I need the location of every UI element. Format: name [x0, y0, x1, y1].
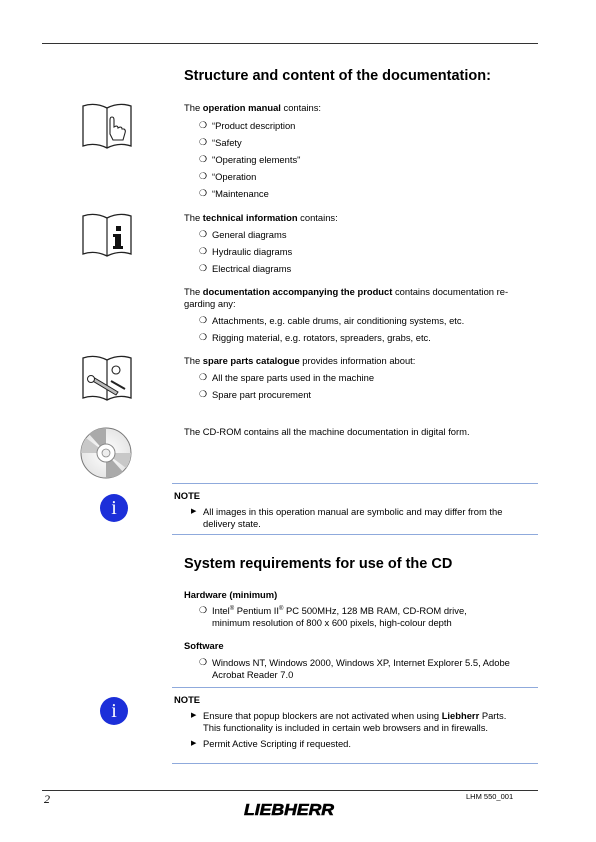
spare-parts-list [184, 372, 544, 406]
software-heading: Software [184, 640, 224, 651]
list-item: ❍ General diagrams [199, 229, 287, 240]
list-item: ❍ “Safety [199, 137, 242, 148]
technical-information-icon [80, 210, 134, 258]
list-item: ❍ Intel® Pentium II® PC 500MHz, 128 MB RAM, CD-ROM drive, minimum resolution of 800 x 600 pixels, high-colour depth [199, 605, 467, 628]
list-item: ❍ “Operation [199, 171, 257, 182]
accompanying-documentation-list [184, 315, 544, 349]
cd-rom-description: The CD-ROM contains all the machine documentation in digital form. [184, 426, 470, 437]
list-item: ❍ "Operating elements" [199, 154, 301, 165]
list-item: ❍ Spare part procurement [199, 389, 312, 400]
svg-text:LIEBHERR: LIEBHERR [244, 802, 335, 818]
header-rule [42, 43, 538, 44]
technical-information-list [184, 229, 544, 280]
hardware-heading: Hardware (minimum) [184, 589, 278, 600]
spare-parts-icon [80, 352, 134, 402]
cd-rom-icon [79, 426, 133, 480]
note-item: ▶ Ensure that popup blockers are not activated when using Liebherr Parts. This functionality is included in certain web browsers and in firewalls. [191, 710, 507, 733]
list-item: ❍ Electrical diagrams [199, 263, 292, 274]
list-item: ❍ Windows NT, Windows 2000, Windows XP, Internet Explorer 5.5, Adobe Acrobat Reader 7.0 [199, 657, 510, 680]
liebherr-logo [243, 800, 335, 818]
footer-rule [42, 790, 538, 791]
operation-manual-intro: The operation manual contains: [184, 102, 322, 113]
note-list [175, 506, 535, 534]
technical-information-intro: The technical information contains: [184, 212, 338, 223]
note-top-rule [172, 483, 538, 484]
section-title: Structure and content of the documentation: [184, 68, 491, 84]
hardware-list [184, 605, 544, 634]
software-list [184, 657, 544, 686]
note-list [175, 710, 537, 754]
note-item: ▶ Permit Active Scripting if requested. [191, 738, 351, 749]
list-item: ❍ All the spare parts used in the machine [199, 372, 375, 383]
note-item: ▶ All images in this operation manual are symbolic and may differ from the delivery state. [191, 506, 503, 529]
list-item: ❍ Hydraulic diagrams [199, 246, 293, 257]
spare-parts-intro: The spare parts catalogue provides information about: [184, 355, 416, 366]
section-title: System requirements for use of the CD [184, 556, 453, 572]
note-top-rule [172, 687, 538, 688]
info-icon: i [100, 494, 128, 522]
page-number: 2 [44, 792, 50, 806]
note-bottom-rule [172, 763, 538, 764]
note-label: NOTE [174, 694, 201, 705]
list-item: ❍ “Product description [199, 120, 296, 131]
note-bottom-rule [172, 534, 538, 535]
document-code: LHM 550_001 [466, 792, 514, 801]
list-item: ❍ Attachments, e.g. cable drums, air conditioning systems, etc. [199, 315, 465, 326]
accompanying-documentation-intro: The documentation accompanying the product contains documentation re- garding any: [184, 286, 509, 309]
list-item: ❍ “Maintenance [199, 188, 269, 199]
operation-manual-list [184, 120, 544, 205]
note-label: NOTE [174, 490, 201, 501]
operation-manual-icon [80, 100, 134, 150]
list-item: ❍ Rigging material, e.g. rotators, spreaders, grabs, etc. [199, 332, 431, 343]
info-icon: i [100, 697, 128, 725]
